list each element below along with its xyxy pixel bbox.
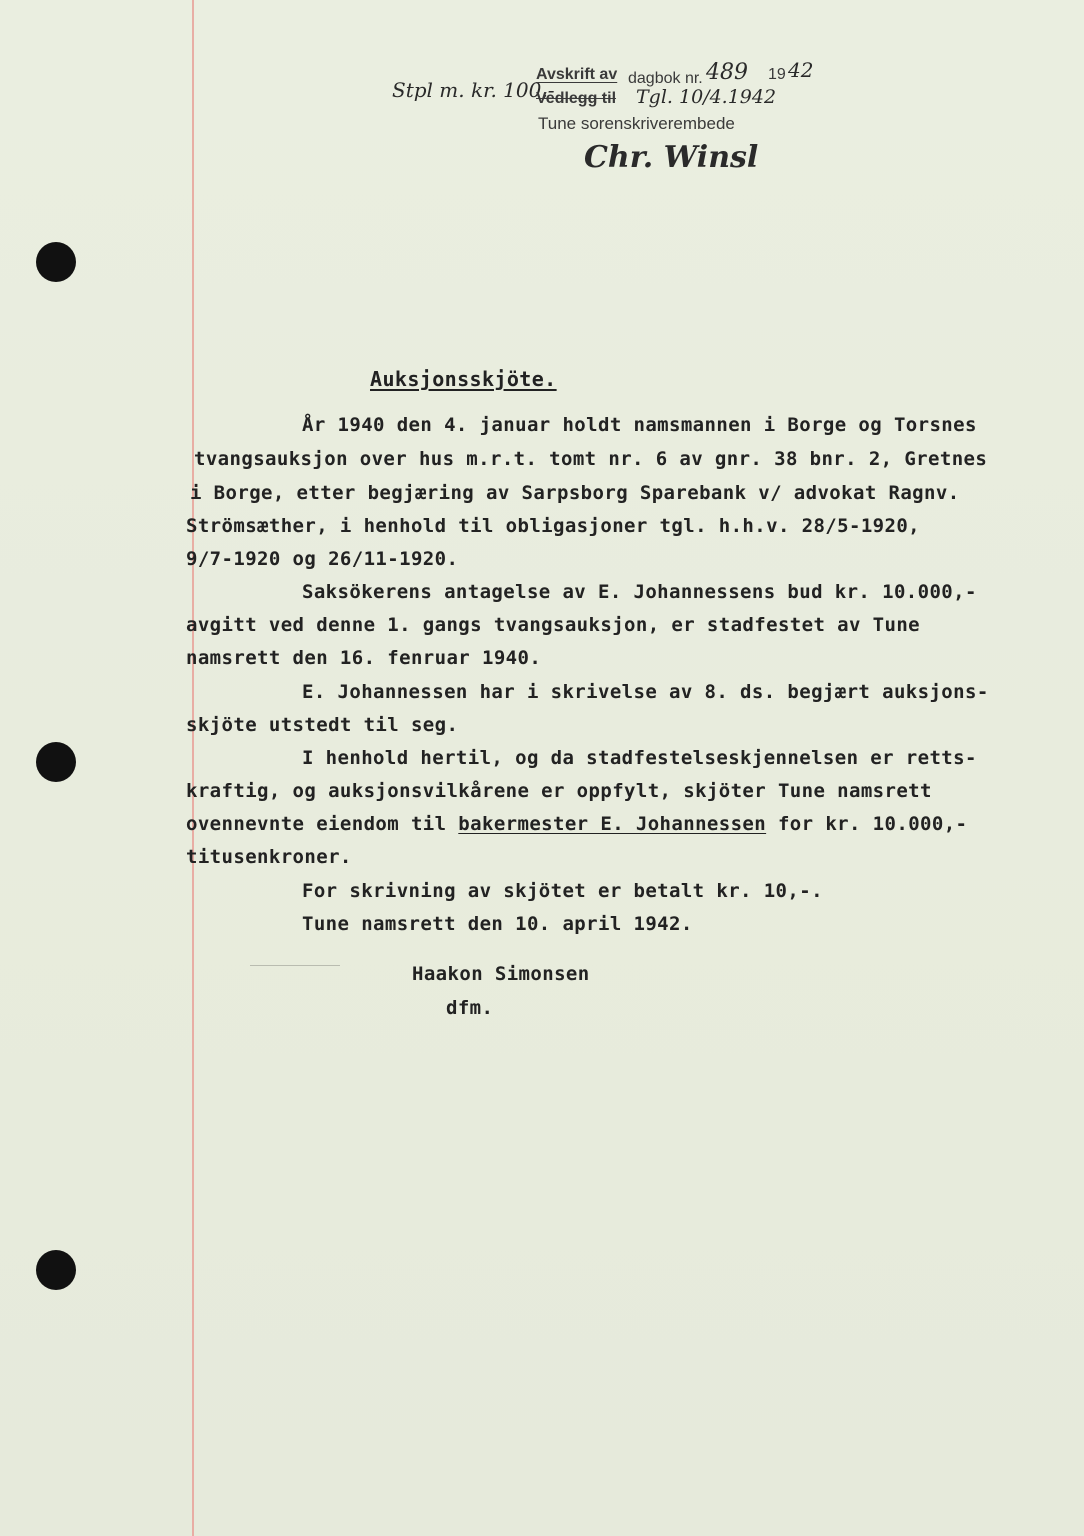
margin-line (192, 0, 194, 1536)
body-line: skjöte utstedt til seg. (186, 714, 459, 736)
body-line: i Borge, etter begjæring av Sarpsborg Sparebank v/ advokat Ragnv. (190, 482, 960, 504)
body-line: Strömsæther, i henhold til obligasjoner tgl. h.h.v. 28/5-1920, (186, 515, 921, 537)
signature-title: dfm. (446, 997, 494, 1019)
buyer-name: bakermester E. Johannessen (458, 813, 767, 835)
stamp-year-prefix: 19 (768, 66, 786, 83)
body-line: avgitt ved denne 1. gangs tvangsauksjon, er stadfestet av Tune (186, 614, 921, 636)
body-line: Saksökerens antagelse av E. Johannessens bud kr. 10.000,- (302, 581, 977, 603)
faint-line (250, 965, 340, 966)
body-line: kraftig, og auksjonsvilkårene er oppfylt, skjöter Tune namsrett (186, 780, 932, 802)
body-line: 9/7-1920 og 26/11-1920. (186, 548, 459, 570)
stamp-office: Tune sorenskriverembede (538, 114, 735, 133)
punch-hole-bottom (36, 1250, 76, 1290)
signature-name: Haakon Simonsen (412, 963, 590, 985)
body-line: År 1940 den 4. januar holdt namsmannen i Borge og Torsnes (302, 414, 977, 436)
punch-hole-top (36, 242, 76, 282)
handwritten-stamp-duty: Stpl m. kr. 100,- (392, 78, 555, 102)
document-title: Auksjonsskjöte. (370, 367, 557, 391)
body-line-suffix: for kr. 10.000,- (766, 813, 968, 835)
body-line: tvangsauksjon over hus m.r.t. tomt nr. 6 av gnr. 38 bnr. 2, Gretnes (194, 448, 988, 470)
handwritten-initials: Chr. Winsl (584, 140, 759, 175)
stamp-vedlegg: Vedlegg til (536, 90, 617, 107)
handwritten-dagbok-number: 489 (706, 60, 748, 85)
body-line: titusenkroner. (186, 846, 352, 868)
handwritten-year: 42 (788, 58, 814, 82)
body-line: E. Johannessen har i skrivelse av 8. ds. begjært auksjons- (302, 681, 989, 703)
body-line: For skrivning av skjötet er betalt kr. 10,-. (302, 880, 823, 902)
stamp-avskrift: Avskrift av (536, 66, 618, 83)
body-line (186, 813, 967, 835)
body-line: namsrett den 16. fenruar 1940. (186, 647, 542, 669)
handwritten-date: Tgl. 10/4.1942 (636, 86, 777, 108)
punch-hole-middle (36, 742, 76, 782)
body-line-prefix: ovennevnte eiendom til (186, 813, 459, 835)
body-line: Tune namsrett den 10. april 1942. (302, 913, 693, 935)
body-line: I henhold hertil, og da stadfestelseskjennelsen er retts- (302, 747, 977, 769)
stamp-dagbok: dagbok nr. (628, 70, 703, 87)
